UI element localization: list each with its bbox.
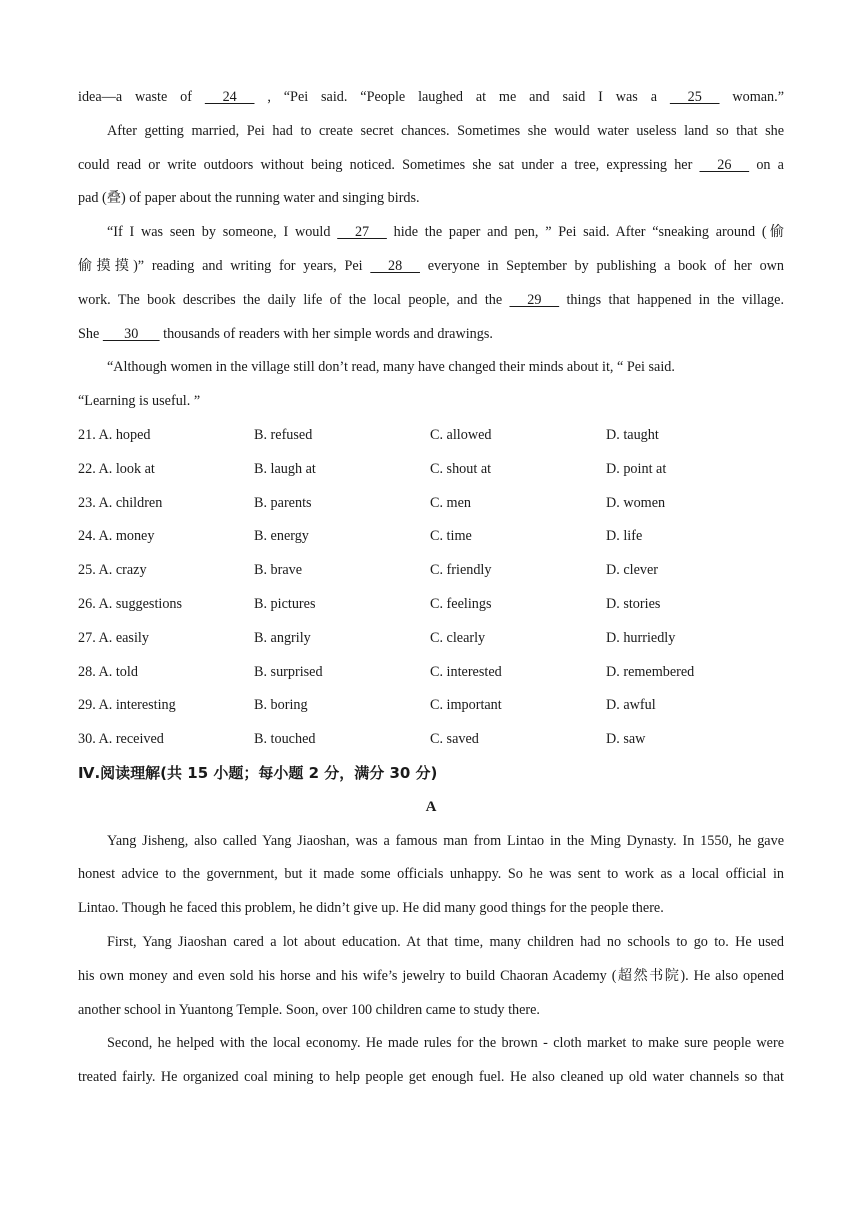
passage-label: A <box>425 798 437 815</box>
option-a: 28. A. told <box>78 663 138 680</box>
reading-line: First, Yang Jiaoshan cared a lot about education. At that time, many children had no schools to go to. He used <box>107 933 784 950</box>
option-d: D. stories <box>606 595 661 612</box>
option-d: D. saw <box>606 731 646 748</box>
option-a: 24. A. money <box>78 528 155 545</box>
cloze-line-7 <box>78 286 784 320</box>
option-row-22 <box>78 455 784 489</box>
cloze-text: could read or write outdoors without being noticed. Sometimes she sat under a tree, expressing her <box>78 156 700 173</box>
blank-30: 30 <box>102 325 160 342</box>
cloze-text: woman.” <box>719 89 784 105</box>
cloze-text: work. The book describes the daily life of the local people, and the <box>78 291 510 308</box>
cloze-text: “If I was seen by someone, I would <box>107 224 338 241</box>
option-c: C. feelings <box>430 595 492 612</box>
option-row-25 <box>78 556 784 590</box>
reading-line: honest advice to the government, but it made some officials unhappy. So he was sent to work as a local official in <box>78 866 784 883</box>
option-a: 30. A. received <box>78 731 164 748</box>
option-b: B. angrily <box>254 629 311 646</box>
reading-line: another school in Yuantong Temple. Soon, over 100 children came to study there. <box>78 1001 540 1018</box>
blank-29: 29 <box>509 291 560 308</box>
option-b: B. brave <box>254 562 303 579</box>
option-a: 26. A. suggestions <box>78 595 183 612</box>
option-d: D. point at <box>606 460 667 477</box>
reading-line: his own money and even sold his horse and his wife’s jewelry to build Chaoran Academy (超然书院). He also opened <box>78 967 784 984</box>
option-row-27 <box>78 624 784 658</box>
option-row-30 <box>78 725 784 759</box>
option-row-26 <box>78 590 784 624</box>
blank-26: 26 <box>699 156 750 173</box>
cloze-text: She <box>78 325 103 342</box>
option-a: 21. A. hoped <box>78 426 151 443</box>
option-row-29 <box>78 691 784 725</box>
option-a: 22. A. look at <box>78 460 155 477</box>
option-d: D. hurriedly <box>606 629 676 646</box>
cloze-passage <box>78 83 784 421</box>
option-d: D. women <box>606 494 666 511</box>
cloze-text: pad (叠) of paper about the running water and singing birds. <box>78 190 420 207</box>
cloze-text: hide the paper and pen, ” Pei said. After “sneaking around (偷 <box>386 224 785 241</box>
cloze-text: thousands of readers with her simple words and drawings. <box>159 325 493 342</box>
option-c: C. allowed <box>430 426 492 443</box>
option-c: C. important <box>430 697 502 714</box>
option-row-21 <box>78 421 784 455</box>
option-b: B. touched <box>254 731 316 748</box>
option-row-23 <box>78 489 784 523</box>
cloze-text: “Learning is useful. ” <box>78 393 201 410</box>
option-b: B. pictures <box>254 595 316 612</box>
option-a: 23. A. children <box>78 494 163 511</box>
cloze-line-10 <box>78 387 784 421</box>
option-d: D. awful <box>606 697 656 714</box>
cloze-line-6 <box>78 252 784 286</box>
cloze-line-5 <box>78 218 784 252</box>
option-c: C. shout at <box>430 460 492 477</box>
blank-27: 27 <box>337 224 387 241</box>
option-d: D. clever <box>606 562 658 579</box>
option-a: 29. A. interesting <box>78 697 176 714</box>
answer-options <box>78 421 784 759</box>
reading-line: Second, he helped with the local economy. He made rules for the brown - cloth market to make sure people were <box>107 1035 784 1052</box>
option-c: C. men <box>430 494 471 511</box>
cloze-line-4 <box>78 184 784 218</box>
cloze-text: After getting married, Pei had to create secret chances. Sometimes she would water useless land so that she <box>107 122 784 139</box>
option-a: 27. A. easily <box>78 629 149 646</box>
cloze-text: on a <box>749 156 784 173</box>
option-b: B. laugh at <box>254 460 316 477</box>
option-b: B. boring <box>254 697 308 714</box>
option-row-28 <box>78 658 784 692</box>
exam-page <box>78 83 784 1097</box>
cloze-line-1 <box>78 83 784 117</box>
cloze-line-9 <box>78 353 784 387</box>
option-c: C. friendly <box>430 562 492 579</box>
option-b: B. surprised <box>254 663 323 680</box>
option-a: 25. A. crazy <box>78 562 147 579</box>
reading-line: Yang Jisheng, also called Yang Jiaoshan, was a famous man from Lintao in the Ming Dynasty. In 1550, he gave <box>107 832 784 849</box>
blank-24: 24 <box>204 89 255 105</box>
cloze-text: “Although women in the village still don’t read, many have changed their minds about it, “ Pei said. <box>107 359 675 376</box>
cloze-text: , “Pei said. “People laughed at me and said I was a <box>254 89 670 105</box>
option-c: C. clearly <box>430 629 486 646</box>
option-row-24 <box>78 522 784 556</box>
blank-25: 25 <box>669 89 720 105</box>
option-d: D. remembered <box>606 663 695 680</box>
cloze-text: things that happened in the village. <box>559 291 784 308</box>
cloze-line-8 <box>78 320 784 354</box>
cloze-text: 偷摸摸)” reading and writing for years, Pei <box>78 257 371 274</box>
option-d: D. taught <box>606 426 659 443</box>
option-b: B. parents <box>254 494 312 511</box>
option-b: B. refused <box>254 426 313 443</box>
cloze-text: idea—a waste of <box>78 89 205 105</box>
reading-line: Lintao. Though he faced this problem, he didn’t give up. He did many good things for the people there. <box>78 900 664 917</box>
option-c: C. time <box>430 528 472 545</box>
reading-passage <box>78 827 784 1097</box>
cloze-text: everyone in September by publishing a book of her own <box>419 257 784 274</box>
option-c: C. interested <box>430 663 502 680</box>
cloze-line-2 <box>78 117 784 151</box>
reading-line: treated fairly. He organized coal mining to help people get enough fuel. He also cleaned up old water channels so that <box>78 1069 784 1086</box>
option-c: C. saved <box>430 731 479 748</box>
section-heading: Ⅳ.阅读理解(共 15 小题；每小题 2 分，满分 30 分) <box>78 763 438 782</box>
option-b: B. energy <box>254 528 309 545</box>
option-d: D. life <box>606 528 643 545</box>
cloze-line-3 <box>78 151 784 185</box>
blank-28: 28 <box>370 257 420 274</box>
